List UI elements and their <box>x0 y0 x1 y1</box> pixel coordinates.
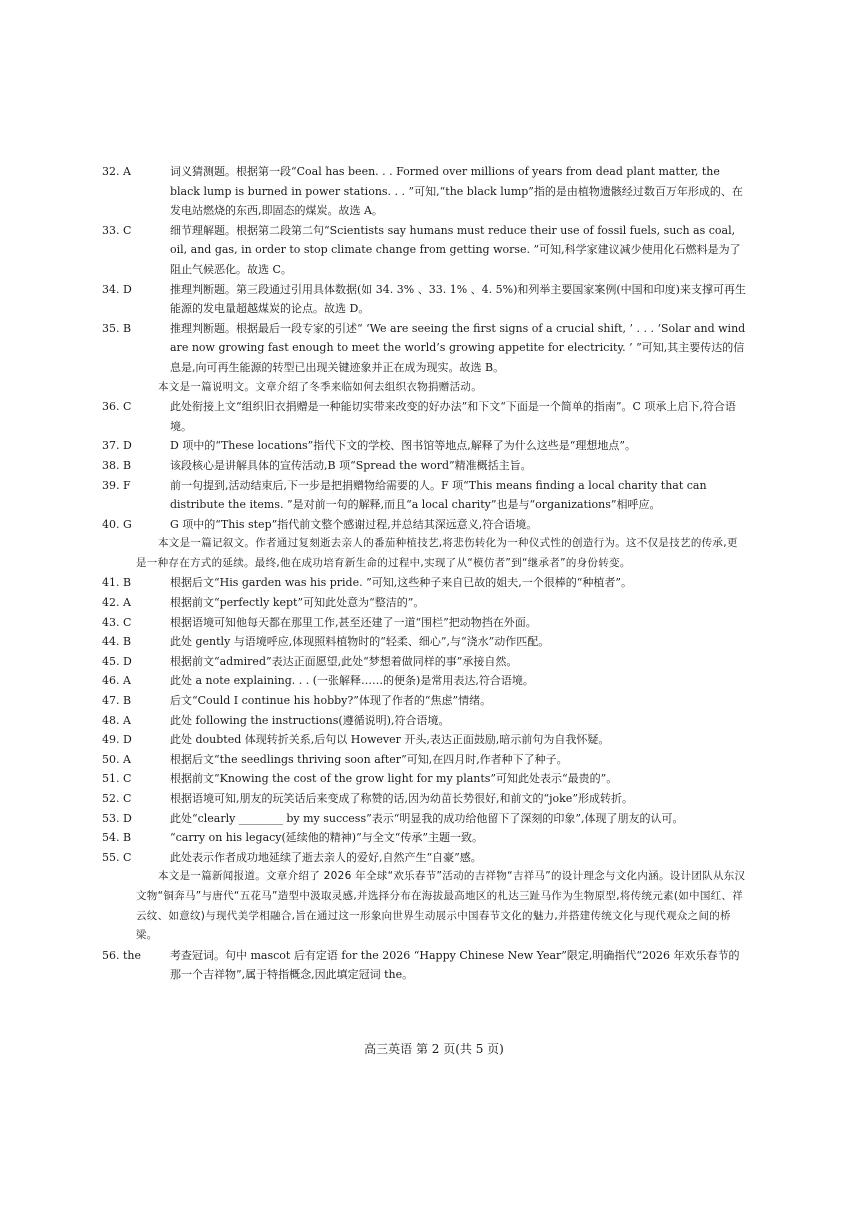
answer-item: 52. C 根据语境可知,朋友的玩笑话后来变成了称赞的话,因为幼苗长势很好,和前文的“joke”形成转折。 <box>102 792 633 805</box>
answer-item: 34. D 推理判断题。第三段通过引用具体数据(如 34. 3% 、33. 1% 、4. 5%)和列举主要国家案例(中国和印度)来支撑可再生能源的发电量超越煤炭的论点。故选 D。 <box>102 282 746 316</box>
answer-item: 33. C 细节理解题。根据第二段第二句“Scientists say humans must reduce their use of fossil fuels, such as coal, oil, and gas, in order to stop climate change from getting worse. ”可知,科学家建议减少使用化石燃料是为了阻止气候恶化。故选 C。 <box>102 223 741 276</box>
answer-item: 45. D 根据前文“admired”表达正面愿望,此处“梦想着做同样的事”承接自然。 <box>102 654 518 668</box>
answer-item: 50. A 根据后文“the seedlings thriving soon after”可知,在四月时,作者种下了种子。 <box>102 752 568 766</box>
answer-item: 49. D 此处 doubted 体现转折关系,后句以 However 开头,表达正面鼓励,暗示前句为自我怀疑。 <box>102 733 610 747</box>
passage-summary: 本文是一篇新闻报道。文章介绍了 2026 年全球“欢乐春节”活动的吉祥物“吉祥马”的设计理念与文化内涵。设计团队从东汉文物“铜奔马”与唐代“五花马”造型中汲取灵感,并选择分布在海拔最高地区的札达三趾马作为生物原型,将传统元素(如中国红、祥云纹、如意纹)与现代美学相融合,旨在通过这一形象向世界生动展示中国春节文化的魅力,并搭建传统文化与现代观众之间的桥梁。 <box>136 870 746 942</box>
section-seven-choose-five <box>102 397 748 534</box>
answer-item: 43. C 根据语境可知他每天都在那里工作,甚至还建了一道“围栏”把动物挡在外面。 <box>102 615 537 629</box>
passage-summary: 本文是一篇说明文。文章介绍了冬季来临如何去组织衣物捐赠活动。 <box>158 380 482 393</box>
answer-item: 41. B 根据后文“His garden was his pride. ”可知,这些种子来自已故的姐夫,一个很棒的“种植者”。 <box>102 576 632 590</box>
answer-item: 39. F 前一句提到,活动结束后,下一步是把捐赠物给需要的人。F 项“This means finding a local charity that can distribute the items. ”是对前一句的解释,而且“a local charity”也是与“organizations”相呼应。 <box>102 478 707 512</box>
answer-item: 51. C 根据前文“Knowing the cost of the grow light for my plants”可知此处表示“最贵的”。 <box>102 772 618 786</box>
answer-item: 56. the 考查冠词。句中 mascot 后有定语 for the 2026 “Happy Chinese New Year”限定,明确指代“2026 年欢乐春节的那一个吉祥物”,属于特指概念,因此填定冠词 the。 <box>102 948 740 982</box>
answer-item: 38. B 该段核心是讲解具体的宣传活动,B 项“Spread the word”精准概括主旨。 <box>102 458 532 472</box>
answer-item: 46. A 此处 a note explaining. . . (一张解释……的便条)是常用表达,符合语境。 <box>102 674 534 688</box>
page-footer: 高三英语 第 2 页(共 5 页) <box>364 1042 504 1056</box>
answer-item: 42. A 根据前文“perfectly kept”可知此处意为“整洁的”。 <box>102 596 425 610</box>
answer-item: 37. D D 项中的“These locations”指代下文的学校、图书馆等地点,解释了为什么这些是“理想地点”。 <box>102 439 637 453</box>
answer-item: 55. C 此处表示作者成功地延续了逝去亲人的爱好,自然产生“自豪”感。 <box>102 850 482 864</box>
answer-item: 32. A 词义猜测题。根据第一段“Coal has been. . . Formed over millions of years from dead plant matter, the black lump is burned in power stations. . . ”可知,“the black lump”指的是由植物遗骸经过数百万年形成的、在发电站燃烧的东西,即固态的煤炭。故选 A。 <box>102 165 743 218</box>
passage-summary: 本文是一篇记叙文。作者通过复刻逝去亲人的番茄种植技艺,将悲伤转化为一种仪式性的创造行为。这不仅是技艺的传承,更是一种存在方式的延续。最终,他在成功培育新生命的过程中,实现了从“模仿者”到“继承者”的身份转变。 <box>136 537 738 569</box>
answer-item: 48. A 此处 following the instructions(遵循说明),符合语境。 <box>102 713 450 727</box>
section-grammar-fill <box>102 946 748 985</box>
answer-item: 35. B 推理判断题。根据最后一段专家的引述“ ‘We are seeing the first signs of a crucial shift, ’ . . . ‘Solar and wind are now growing fast enough to meet the world’s growing appetite for electricity. ’ ”可知,其主要传达的信息是,向可再生能源的转型已出现关键迹象并正在成为现实。故选 B。 <box>102 321 746 374</box>
answer-item: 40. G G 项中的“This step”指代前文整个感谢过程,并总结其深远意义,符合语境。 <box>102 517 538 531</box>
answer-item: 47. B 后文“Could I continue his hobby?”体现了作者的“焦虑”情绪。 <box>102 694 492 708</box>
answer-item: 54. B “carry on his legacy(延续他的精神)”与全文“传承”主题一致。 <box>102 831 483 845</box>
section-reading-c <box>102 162 748 378</box>
answer-item: 53. D 此处“clearly ________ by my success”表示“明显我的成功给他留下了深刻的印象”,体现了朋友的认可。 <box>102 811 684 825</box>
answer-item: 36. C 此处衔接上文“组织旧衣捐赠是一种能切实带来改变的好办法”和下文“下面是一个简单的指南”。C 项承上启下,符合语境。 <box>102 400 736 433</box>
answer-item: 44. B 此处 gently 与语境呼应,体现照料植物时的“轻柔、细心”,与“浇水”动作匹配。 <box>102 635 550 649</box>
section-cloze <box>102 573 748 867</box>
